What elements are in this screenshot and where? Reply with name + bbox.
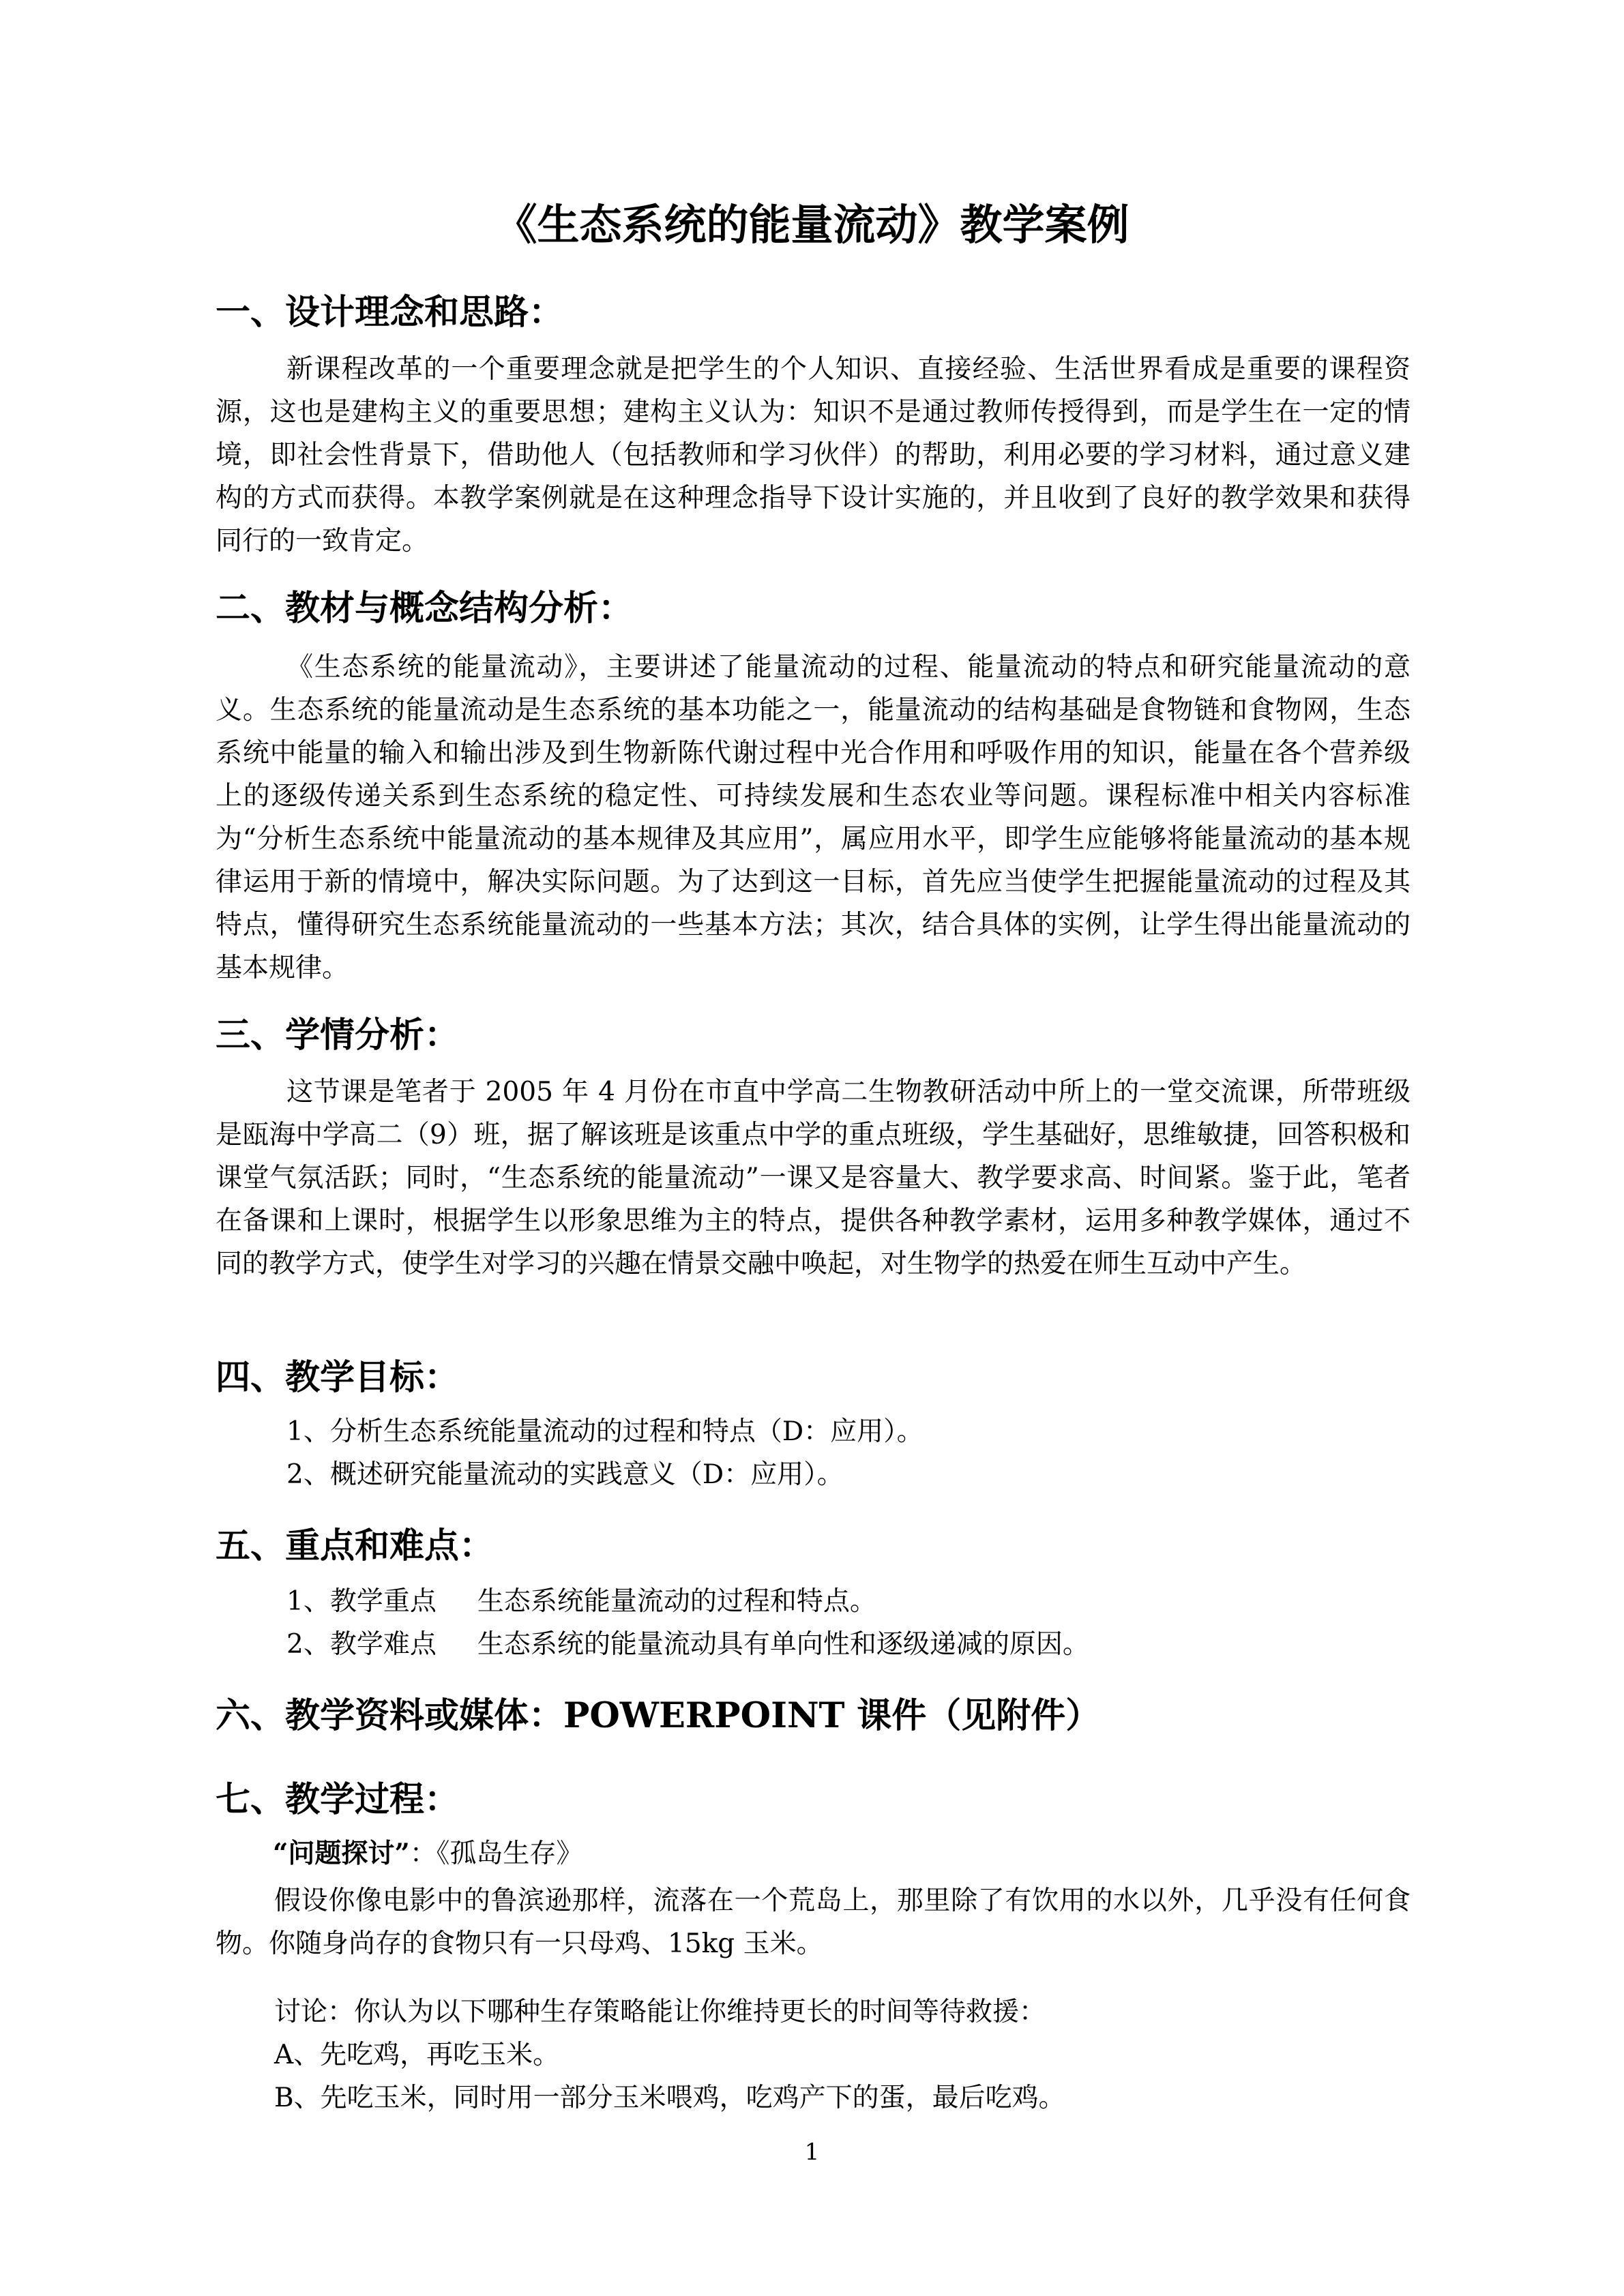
section-heading-design-concept: 一、设计理念和思路：: [216, 292, 564, 333]
section-heading-media: 六、教学资料或媒体：POWERPOINT 课件（见附件）: [216, 1695, 1101, 1736]
section-heading-material-analysis: 二、教材与概念结构分析：: [216, 588, 634, 629]
discussion-title: ：《孤岛生存》: [409, 1838, 583, 1869]
key-point-text: 生态系统的能量流动具有单向性和逐级递减的原因。: [477, 1629, 1089, 1660]
section-heading-teaching-process: 七、教学过程：: [216, 1779, 460, 1820]
section-paragraph-material-analysis: 《生态系统的能量流动》，主要讲述了能量流动的过程、能量流动的特点和研究能量流动的意义。生态系统的能量流动是生态系统的基本功能之一，能量流动的结构基础是食物链和食物网，生态系统中能量的输入和输出涉及到生物新陈代谢过程中光合作用和呼吸作用的知识，能量在各个营养级上的逐级传递关系到生态系统的稳定性、可持续发展和生态农业等问题。课程标准中相关内容标准为“分析生态系统中能量流动的基本规律及其应用”，属应用水平，即学生应能够将能量流动的基本规律运用于新的情境中，解决实际问题。为了达到这一目标，首先应当使学生把握能量流动的过程及其特点，懂得研究生态系统能量流动的一些基本方法；其次，结合具体的实例，让学生得出能量流动的基本规律。: [216, 652, 1411, 983]
option-item: B、先吃玉米，同时用一部分玉米喂鸡，吃鸡产下的蛋，最后吃鸡。: [274, 2083, 1065, 2113]
objective-item: 1、分析生态系统能量流动的过程和特点（D：应用）。: [286, 1416, 924, 1447]
key-point-label: 1、教学重点: [286, 1586, 437, 1617]
key-point-item: [286, 1580, 876, 1623]
document-title: 《生态系统的能量流动》教学案例: [494, 200, 1130, 250]
key-point-label: 2、教学难点: [286, 1629, 437, 1660]
option-item: A、先吃鸡，再吃玉米。: [274, 2040, 560, 2070]
section-heading-key-points: 五、重点和难点：: [216, 1525, 494, 1566]
objective-item: 2、概述研究能量流动的实践意义（D：应用）。: [286, 1459, 844, 1490]
key-point-text: 生态系统能量流动的过程和特点。: [477, 1586, 876, 1617]
discussion-title-line: [273, 1832, 582, 1875]
discussion-question: 讨论：你认为以下哪种生存策略能让你维持更长的时间等待救援：: [274, 1997, 1046, 2027]
discussion-label: “问题探讨”: [273, 1838, 410, 1869]
section-heading-student-analysis: 三、学情分析：: [216, 1015, 460, 1056]
section-paragraph-design-concept: 新课程改革的一个重要理念就是把学生的个人知识、直接经验、生活世界看成是重要的课程资源，这也是建构主义的重要思想；建构主义认为：知识不是通过教师传授得到，而是学生在一定的情境，即社会性背景下，借助他人（包括教师和学习伙伴）的帮助，利用必要的学习材料，通过意义建构的方式而获得。本教学案例就是在这种理念指导下设计实施的，并且收到了良好的教学效果和获得同行的一致肯定。: [216, 354, 1411, 556]
section-heading-objectives: 四、教学目标：: [216, 1357, 460, 1398]
scenario-paragraph: 假设你像电影中的鲁滨逊那样，流落在一个荒岛上，那里除了有饮用的水以外，几乎没有任何食物。你随身尚存的食物只有一只母鸡、15kg 玉米。: [216, 1885, 1411, 1959]
section-paragraph-student-analysis: 这节课是笔者于 2005 年 4 月份在市直中学高二生物教研活动中所上的一堂交流课，所带班级是瓯海中学高二（9）班，据了解该班是该重点中学的重点班级，学生基础好，思维敏捷，回答积极和课堂气氛活跃；同时，“生态系统的能量流动”一课又是容量大、教学要求高、时间紧。鉴于此，笔者在备课和上课时，根据学生以形象思维为主的特点，提供各种教学素材，运用多种教学媒体，通过不同的教学方式，使学生对学习的兴趣在情景交融中唤起，对生物学的热爱在师生互动中产生。: [216, 1077, 1411, 1279]
key-point-item: [286, 1623, 1089, 1666]
page-number: 1: [804, 2138, 820, 2166]
